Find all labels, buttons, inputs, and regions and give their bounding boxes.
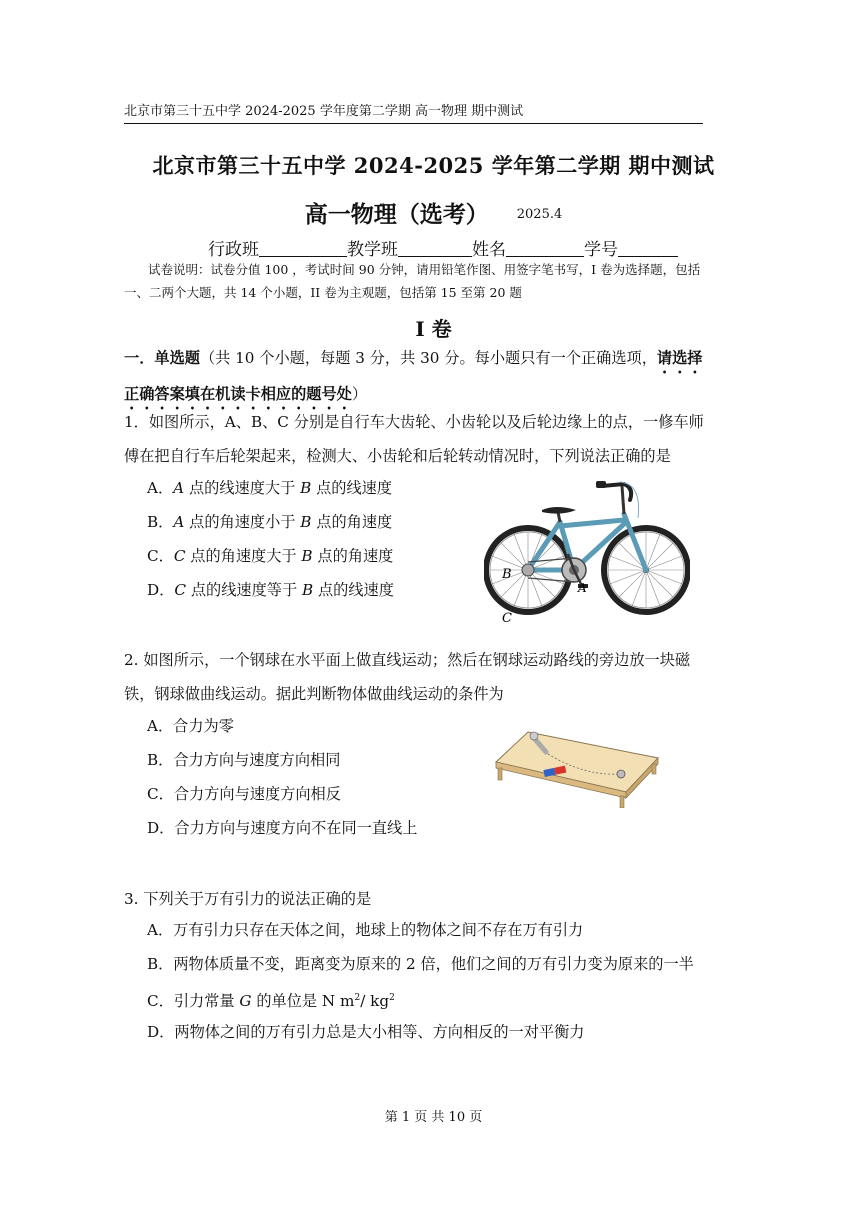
option-label: D． xyxy=(147,581,175,599)
label-b: B xyxy=(502,567,512,582)
handlebar xyxy=(596,481,631,514)
part-one-heading xyxy=(124,341,706,413)
section-title: I 卷 xyxy=(415,317,452,341)
option-label: C． xyxy=(147,547,174,565)
option-label: B． xyxy=(147,513,174,531)
option-var: C xyxy=(173,547,186,565)
student-id-label: 学号 xyxy=(584,240,618,260)
class-admin-label: 行政班 xyxy=(208,240,259,260)
option-label: A． xyxy=(147,921,174,939)
option-text: 点的线速度大于 xyxy=(184,479,301,497)
option-text: 两物体质量不变，距离变为原来的 2 倍，他们之间的万有引力变为原来的一半 xyxy=(173,955,694,973)
option-text: 合力为零 xyxy=(173,717,234,735)
superscript: 2 xyxy=(354,993,361,1003)
steel-ball xyxy=(617,770,625,778)
option-text: 点的角速度 xyxy=(311,513,393,531)
option-var: A xyxy=(173,479,185,497)
superscript: 2 xyxy=(389,993,395,1003)
option-text: 点的线速度 xyxy=(313,581,394,599)
option-text: 合力方向与速度方向相同 xyxy=(173,751,341,769)
option-label: C． xyxy=(147,992,174,1011)
option-text: 点的线速度 xyxy=(311,479,393,497)
q1-option-a[interactable] xyxy=(147,476,392,500)
option-var: B xyxy=(301,547,313,565)
small-gear xyxy=(522,564,534,576)
option-label: D． xyxy=(147,1023,175,1041)
question-2-stem: 2. 如图所示，一个钢球在水平面上做直线运动；然后在钢球运动路线的旁边放一块磁铁，钢球做曲线运动。据此判断物体做曲线运动的条件为 xyxy=(124,651,691,703)
subtitle-row xyxy=(0,196,867,229)
student-info-line xyxy=(208,235,678,260)
option-text: 两物体之间的万有引力总是大小相等、方向相反的一对平衡力 xyxy=(174,1023,585,1041)
q2-option-b[interactable] xyxy=(147,748,340,772)
part-one-label: 一．单选题 xyxy=(124,349,200,367)
page-footer: 第 1 页 共 10 页 xyxy=(384,1110,483,1125)
table xyxy=(496,732,658,808)
subtitle-date: 2025.4 xyxy=(516,207,563,222)
option-label: A． xyxy=(147,479,174,497)
option-var: A xyxy=(173,513,185,531)
q3-option-b[interactable] xyxy=(147,952,694,976)
subtitle: 高一物理（选考） xyxy=(304,201,489,228)
option-var: G xyxy=(239,992,252,1011)
option-text: 的单位是 N m xyxy=(251,992,355,1011)
name-blank[interactable] xyxy=(506,239,584,257)
q1-option-c[interactable] xyxy=(147,544,393,568)
option-text: 万有引力只存在天体之间，地球上的物体之间不存在万有引力 xyxy=(173,921,584,939)
option-label: B． xyxy=(147,955,174,973)
option-text: 合力方向与速度方向不在同一直线上 xyxy=(174,819,418,837)
page-title: 北京市第三十五中学 2024-2025 学年第二学期 期中测试 xyxy=(152,153,715,178)
option-text: 引力常量 xyxy=(173,992,240,1011)
seat xyxy=(542,507,576,522)
q3-option-a[interactable] xyxy=(147,918,583,942)
option-text: 点的角速度小于 xyxy=(184,513,301,531)
option-var: B xyxy=(300,513,312,531)
option-var: B xyxy=(300,479,312,497)
name-label: 姓名 xyxy=(472,240,506,260)
class-teaching-blank[interactable] xyxy=(398,239,472,257)
option-var: C xyxy=(174,581,186,599)
option-text: 点的角速度 xyxy=(312,547,394,565)
q3-option-c[interactable] xyxy=(147,986,395,1013)
class-teaching-label: 教学班 xyxy=(347,240,398,260)
exam-note: 试卷说明：试卷分值 100 ，考试时间 90 分钟，请用铅笔作图、用签字笔书写，I 卷为选择题，包括一、二两个大题，共 14 个小题，II 卷为主观题，包括第 15 至第 20 题 xyxy=(124,262,701,300)
running-header: 北京市第三十五中学 2024-2025 学年度第二学期 高一物理 期中测试 xyxy=(124,103,703,124)
q1-option-b[interactable] xyxy=(147,510,392,534)
option-text: 点的角速度大于 xyxy=(185,547,302,565)
question-3-stem: 3. 下列关于万有引力的说法正确的是 xyxy=(124,890,372,908)
q2-option-c[interactable] xyxy=(147,782,341,806)
q2-option-a[interactable] xyxy=(147,714,234,738)
label-c: C xyxy=(502,611,512,626)
option-label: C． xyxy=(147,785,174,803)
option-label: B． xyxy=(147,751,174,769)
part-one-desc-end: ） xyxy=(351,385,367,403)
option-label: A． xyxy=(147,717,174,735)
bicycle-figure xyxy=(484,474,690,626)
class-admin-blank[interactable] xyxy=(259,239,347,257)
label-a: A xyxy=(578,581,587,595)
magnet-table-figure xyxy=(494,724,660,808)
bike-frame xyxy=(528,514,646,570)
question-1-stem: 1．如图所示，A、B、C 分别是自行车大齿轮、小齿轮以及后轮边缘上的点，一修车师傅在把自行车后轮架起来，检测大、小齿轮和后轮转动情况时，下列说法正确的是 xyxy=(124,413,704,465)
student-id-blank[interactable] xyxy=(618,239,678,257)
option-label: D． xyxy=(147,819,175,837)
option-text: 点的线速度等于 xyxy=(186,581,302,599)
part-one-desc: （共 10 个小题，每题 3 分，共 30 分。每小题只有一个正确选项， xyxy=(199,349,657,367)
q1-option-d[interactable] xyxy=(147,578,394,602)
option-text: 合力方向与速度方向相反 xyxy=(173,785,341,803)
q3-option-d[interactable] xyxy=(147,1020,584,1044)
option-var: B xyxy=(301,581,314,599)
option-text: / kg xyxy=(360,992,390,1011)
part-one-emphasis: 请选择正确答案填在机读卡相应的题号处 xyxy=(124,349,703,403)
q2-option-d[interactable] xyxy=(147,816,417,840)
